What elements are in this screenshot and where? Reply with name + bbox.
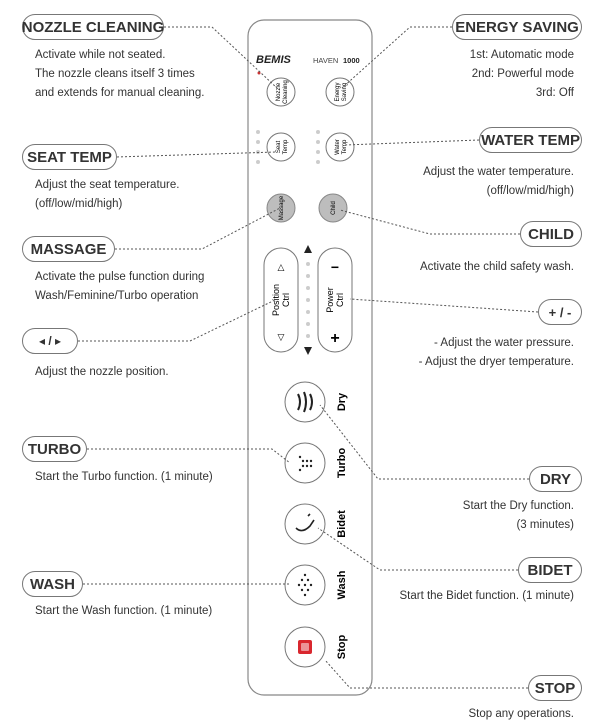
massage-callout: MASSAGE: [22, 236, 115, 262]
child-desc: Activate the child safety wash.: [419, 261, 574, 273]
power-ctrl-label: PowerCtrl: [325, 287, 345, 313]
turbo-desc: Start the Turbo function. (1 minute): [35, 471, 213, 483]
wash-desc: Start the Wash function. (1 minute): [35, 605, 213, 617]
turbo-callout: TURBO: [22, 436, 87, 462]
dry-callout: DRY: [529, 466, 582, 492]
plus-button: +: [330, 330, 340, 347]
energy-saving-callout: ENERGY SAVING: [452, 14, 582, 40]
water-temp-desc: Adjust the water temperature. (off/low/mid/high): [423, 166, 574, 197]
massage-desc: Activate the pulse function during Wash/Feminine/Turbo operation: [35, 271, 205, 302]
child-callout: CHILD: [520, 221, 582, 247]
nozzle-cleaning-callout: NOZZLE CLEANING: [22, 14, 164, 40]
plus-minus-desc: - Adjust the water pressure. - Adjust the dryer temperature.: [418, 337, 574, 368]
dry-label: Dry: [336, 392, 348, 412]
plus-minus-callout: + / -: [538, 299, 582, 325]
seat-temp-callout: SEAT TEMP: [22, 144, 117, 170]
bidet-desc: Start the Bidet function. (1 minute): [399, 590, 574, 602]
stop-callout: STOP: [528, 675, 582, 701]
stop-desc: Stop any operations.: [468, 708, 574, 720]
turbo-button[interactable]: [285, 443, 325, 483]
nozzle-cleaning-label: NozzleCleaning: [276, 80, 289, 104]
bidet-button[interactable]: [285, 504, 325, 544]
seat-temp-desc: Adjust the seat temperature. (off/low/mid/high): [35, 179, 180, 210]
position-callout: ◂ / ▸: [22, 328, 78, 354]
bidet-label: Bidet: [336, 510, 348, 538]
model-number: 1000: [343, 56, 360, 65]
seat-temp-label: SeatTemp: [276, 139, 289, 155]
position-desc: Adjust the nozzle position.: [35, 366, 169, 378]
minus-button: −: [330, 259, 340, 275]
nozzle-cleaning-desc: Activate while not seated. The nozzle cleans itself 3 times and extends for manual cleaning.: [35, 49, 205, 99]
dry-desc: Start the Dry function. (3 minutes): [462, 500, 574, 531]
model-prefix: HAVEN: [313, 56, 339, 65]
position-up-arrow: △: [277, 262, 285, 272]
brand-logo: BEMIS: [256, 54, 291, 66]
water-temp-callout: WATER TEMP: [479, 127, 582, 153]
wash-label: Wash: [336, 570, 348, 600]
bidet-callout: BIDET: [518, 557, 582, 583]
energy-saving-label: EnergySaving: [335, 82, 348, 102]
water-temp-label: WaterTemp: [335, 139, 348, 155]
position-ctrl-label: PositionCtrl: [271, 283, 291, 317]
position-down-arrow: ▽: [277, 332, 285, 342]
energy-saving-desc: 1st: Automatic mode 2nd: Powerful mode 3rd: Off: [469, 49, 574, 99]
wash-callout: WASH: [22, 571, 83, 597]
massage-label: Massage: [279, 195, 285, 221]
stop-label: Stop: [336, 634, 348, 660]
child-label: Child: [331, 201, 337, 215]
turbo-label: Turbo: [336, 447, 348, 479]
